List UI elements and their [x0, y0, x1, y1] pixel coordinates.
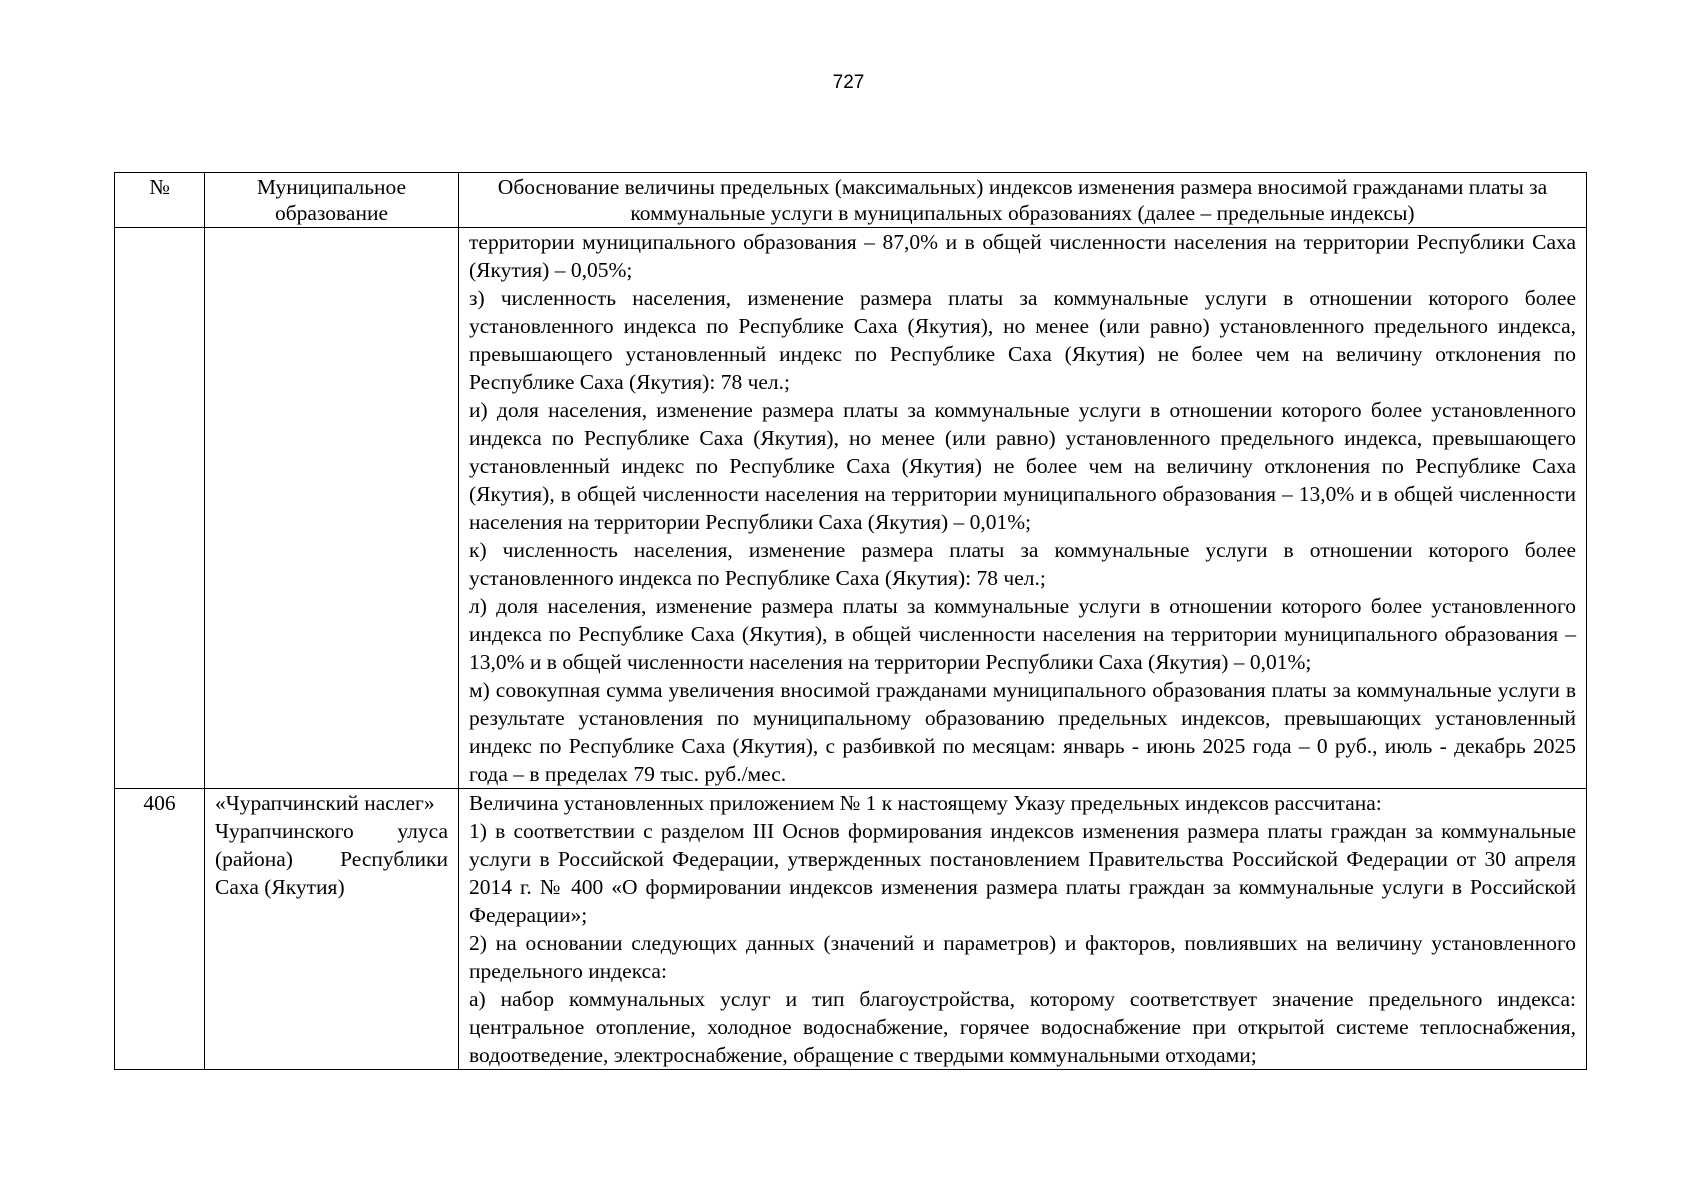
row-municipality: [205, 228, 459, 789]
row-justification: [459, 228, 1587, 789]
justification-paragraph: м) совокупная сумма увеличения вносимой гражданами муниципального образования платы за коммунальные услуги в результате установления по муниципальному образованию предельных индексов, превышающих установленный индекс по Республике Саха (Якутия), с разбивкой по месяцам: январь - июнь 2025 года – 0 руб., июль - декабрь 2025 года – в пределах 79 тыс. руб./мес.: [469, 678, 1576, 786]
justification-paragraph: и) доля населения, изменение размера платы за коммунальные услуги в отношении которого более установленного индекса по Республике Саха (Якутия), но менее (или равно) установленного предельного индекса, превышающего установленный индекс по Республике Саха (Якутия) не более чем на величину отклонения по Республике Саха (Якутия), в общей численности населения на территории муниципального образования – 13,0% и в общей численности населения на территории Республики Саха (Якутия) – 0,01%;: [469, 398, 1576, 534]
row-number: 406: [115, 789, 205, 1070]
justification-paragraph: а) набор коммунальных услуг и тип благоустройства, которому соответствует значение предельного индекса: центральное отопление, холодное водоснабжение, горячее водоснабжение при открытой системе теплоснабжения, водоотведение, электроснабжение, обращение с твердыми коммунальными отходами;: [469, 987, 1576, 1067]
municipality-name: «Чурапчинский наслег»: [215, 791, 435, 815]
header-number: №: [115, 173, 205, 228]
row-municipality: [205, 789, 459, 1070]
header-municipality: Муниципальное образование: [205, 173, 459, 228]
header-justification: Обоснование величины предельных (максимальных) индексов изменения размера вносимой гражданами платы за коммунальные услуги в муниципальных образованиях (далее – предельные индексы): [459, 173, 1587, 228]
justification-paragraph: Величина установленных приложением № 1 к настоящему Указу предельных индексов рассчитана:: [469, 791, 1382, 815]
justification-paragraph: территории муниципального образования – 87,0% и в общей численности населения на территории Республики Саха (Якутия) – 0,05%;: [469, 230, 1576, 282]
indices-justification-table: [114, 172, 1587, 1070]
page-number: 727: [832, 72, 865, 93]
justification-paragraph: 2) на основании следующих данных (значений и параметров) и факторов, повлиявших на величину установленного предельного индекса:: [469, 931, 1576, 983]
table-row: [115, 228, 1587, 789]
row-justification: [459, 789, 1587, 1070]
municipality-district: Чурапчинского улуса (района) Республики Саха (Якутия): [215, 819, 448, 899]
row-number: [115, 228, 205, 789]
justification-paragraph: к) численность населения, изменение размера платы за коммунальные услуги в отношении которого более установленного индекса по Республике Саха (Якутия): 78 чел.;: [469, 538, 1576, 590]
justification-paragraph: 1) в соответствии с разделом III Основ формирования индексов изменения размера платы граждан за коммунальные услуги в Российской Федерации, утвержденных постановлением Правительства Российской Федерации от 30 апреля 2014 г. № 400 «О формировании индексов изменения размера платы граждан за коммунальные услуги в Российской Федерации»;: [469, 819, 1576, 927]
justification-paragraph: л) доля населения, изменение размера платы за коммунальные услуги в отношении которого более установленного индекса по Республике Саха (Якутия), в общей численности населения на территории муниципального образования – 13,0% и в общей численности населения на территории Республики Саха (Якутия) – 0,01%;: [469, 594, 1576, 674]
table-row: [115, 789, 1587, 1070]
justification-paragraph: з) численность населения, изменение размера платы за коммунальные услуги в отношении которого более установленного индекса по Республике Саха (Якутия), но менее (или равно) установленного предельного индекса, превышающего установленный индекс по Республике Саха (Якутия) не более чем на величину отклонения по Республике Саха (Якутия): 78 чел.;: [469, 286, 1576, 394]
table-header-row: [115, 173, 1587, 228]
